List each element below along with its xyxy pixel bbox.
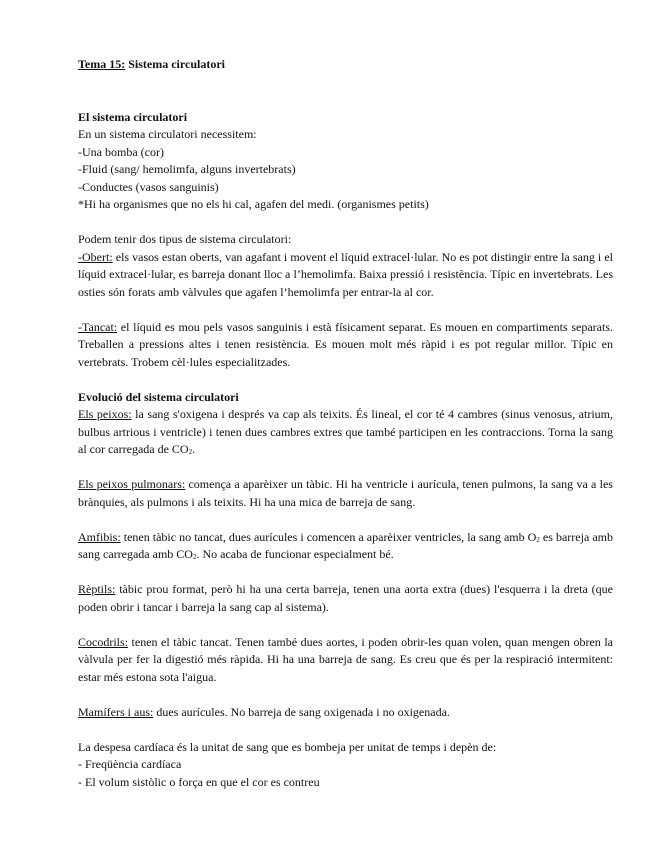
s1-item-fluid: -Fluid (sang/ hemolimfa, alguns invertebrats) bbox=[78, 162, 296, 176]
s1-item-conductes: -Conductes (vasos sanguinis) bbox=[78, 179, 219, 194]
paragraph-mamifers bbox=[78, 704, 613, 722]
heading-evolucio: Evolució del sistema circulatori bbox=[78, 389, 239, 404]
s1-intro: En un sistema circulatori necessitem: bbox=[78, 127, 257, 141]
text-peixos: la sang s'oxigena i després va cap als teixits. És lineal, el cor té 4 cambres (sinus venosus, atrium, bulbus artrious i ventricle) i tenen dues cambres extres que també participen en les contraccions. Torna la sang al cor carregada de CO bbox=[78, 407, 614, 456]
subscript-2: 2 bbox=[536, 535, 540, 544]
s4-item-volum: - El volum sistòlic o força en que el cor es contreu bbox=[78, 774, 320, 789]
label-peixos-pulmonars: Els peixos pulmonars: bbox=[78, 477, 186, 491]
paragraph-amfibis bbox=[78, 529, 613, 564]
text-obert: els vasos estan oberts, van agafant i movent el líquid extracel·lular. No es pot distingir entre la sang i el líquid extracel·lular, es barreja donant lloc a l’hemolimfa. Baixa pressió i resistència. Típic en invertebrats. Les osties són forats amb vàlvules que agafen l’hemolimfa per entrar-la al cor. bbox=[78, 249, 613, 299]
paragraph-peixos bbox=[78, 406, 613, 459]
paragraph-peixos-pulmonars bbox=[78, 476, 613, 511]
subscript-2: 2 bbox=[192, 553, 197, 561]
document-title bbox=[78, 56, 613, 74]
text-reptils: tàbic prou format, però hi ha una certa barreja, tenen una aorta extra (dues) l'esquerra i la dreta (que poden obrir i tancar i barreja la sang cap al sistema). bbox=[78, 582, 613, 614]
title-prefix: Tema 15: bbox=[78, 57, 126, 71]
label-reptils: Rèptils: bbox=[78, 582, 116, 596]
label-cocodrils: Cocodrils: bbox=[78, 634, 128, 649]
subscript-2: 2 bbox=[188, 448, 193, 456]
s1-note: *Hi ha organismes que no els hi cal, agafen del medi. (organismes petits) bbox=[78, 197, 429, 211]
paragraph-obert bbox=[78, 249, 613, 302]
s1-item-bomba: -Una bomba (cor) bbox=[78, 144, 164, 159]
label-tancat: -Tancat: bbox=[78, 319, 118, 334]
text-tancat: el líquid es mou pels vasos sanguinis i està físicament separat. Es mouen en compartiments separats. Treballen a pressions altes i tenen resistència. Es mouen molt més ràpid i es pot regular millor. Típic en vertebrats. Trobem cèl·lules especialitzades. bbox=[78, 319, 613, 369]
text-amfibis-3: . No acaba de funcionar especialment bé. bbox=[196, 547, 394, 561]
heading-sistema-circulatori: El sistema circulatori bbox=[78, 109, 188, 124]
label-amfibis: Amfibis: bbox=[78, 529, 121, 544]
text-peixos-end: . bbox=[192, 442, 196, 456]
s2-intro: Podem tenir dos tipus de sistema circulatori: bbox=[78, 232, 292, 246]
s4-item-frequencia: - Freqüència cardíaca bbox=[78, 757, 182, 771]
label-mamifers: Mamífers i aus: bbox=[78, 704, 154, 719]
text-cocodrils: tenen el tàbic tancat. Tenen també dues aortes, i poden obrir-les quan volen, quan mengen obren la vàlvula per fer la digestió més ràpida. Hi ha una barreja de sang. Es creu que és per la respiració intermitent: estar més estona sota l'aigua. bbox=[78, 634, 613, 684]
text-amfibis-2: es barreja amb sang carregada amb CO bbox=[78, 529, 613, 561]
paragraph-reptils bbox=[78, 581, 613, 616]
text-amfibis-1: tenen tàbic no tancat, dues aurícules i comencen a aparèixer ventricles, la sang amb O bbox=[120, 529, 537, 544]
text-mamifers: dues aurícules. No barreja de sang oxigenada i no oxigenada. bbox=[153, 704, 450, 719]
text-peixos-pulmonars: comença a aparèixer un tàbic. Hi ha ventricle i aurícula, tenen pulmons, la sang va a les brànquies, als pulmons i als teixits. Hi ha una mica de barreja de sang. bbox=[78, 477, 613, 509]
title-rest: Sistema circulatori bbox=[125, 57, 225, 71]
label-obert: -Obert: bbox=[78, 249, 113, 264]
paragraph-cocodrils bbox=[78, 634, 613, 687]
label-peixos: Els peixos: bbox=[78, 407, 132, 421]
s4-intro: La despesa cardíaca és la unitat de sang que es bombeja per unitat de temps i depèn de: bbox=[78, 739, 497, 754]
paragraph-tancat bbox=[78, 319, 613, 372]
document-page bbox=[78, 56, 613, 791]
